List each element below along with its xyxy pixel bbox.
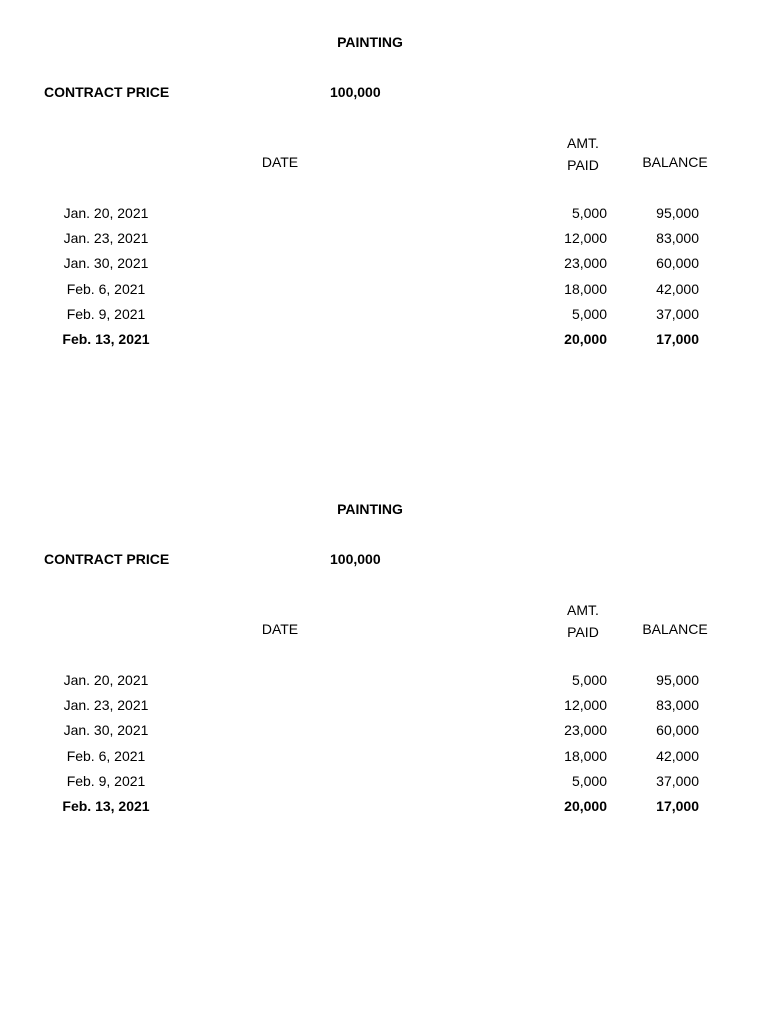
payment-date: Feb. 6, 2021 [66,280,146,297]
column-header-balance: BALANCE [642,154,708,170]
payment-date: Jan. 23, 2021 [63,697,149,714]
payment-balance: 83,000 [656,697,699,714]
payment-amount: 5,000 [571,205,607,221]
payment-amount: 5,000 [571,305,607,322]
payment-amount: 12,000 [564,697,607,714]
payment-row [0,203,768,228]
payment-date: Jan. 20, 2021 [63,205,149,221]
block-title: PAINTING [337,34,403,50]
payment-amount: 12,000 [564,230,607,247]
payment-balance: 37,000 [656,305,699,322]
payment-amount: 5,000 [571,672,607,688]
payment-row [0,279,768,304]
payment-balance: 60,000 [656,255,699,272]
payment-rows [0,670,768,821]
payment-balance: 42,000 [656,747,699,764]
column-header-amount-line2: PAID [567,624,599,640]
payment-row [0,771,768,796]
payment-date: Feb. 13, 2021 [62,797,150,814]
payment-rows [0,203,768,354]
contract-price-value: 100,000 [330,84,381,100]
payment-row [0,670,768,695]
payment-amount: 18,000 [564,280,607,297]
payment-date: Feb. 9, 2021 [66,305,146,322]
column-header-balance: BALANCE [642,621,708,637]
payment-balance: 17,000 [656,797,699,814]
payment-row-latest [0,796,768,821]
contract-price-label: CONTRACT PRICE [44,84,170,100]
payment-balance: 60,000 [656,722,699,739]
payment-balance: 95,000 [656,205,699,221]
payment-date: Feb. 6, 2021 [66,747,146,764]
payment-date: Feb. 9, 2021 [66,772,146,789]
payment-balance: 37,000 [656,772,699,789]
payment-date: Jan. 30, 2021 [63,722,149,739]
block-title: PAINTING [337,501,403,517]
column-header-amount-paid [548,599,618,643]
contract-price-value: 100,000 [330,551,381,567]
contract-price-label: CONTRACT PRICE [44,551,170,567]
column-header-amount-paid [548,132,618,176]
payment-date: Jan. 20, 2021 [63,672,149,688]
payment-date: Jan. 30, 2021 [63,255,149,272]
payment-amount: 18,000 [564,747,607,764]
payment-amount: 20,000 [564,797,607,814]
column-header-date: DATE [261,154,299,170]
payment-balance: 17,000 [656,330,699,347]
payment-block-1 [0,0,768,380]
payment-amount: 23,000 [564,255,607,272]
payment-row-latest [0,329,768,354]
payment-row [0,304,768,329]
payment-balance: 42,000 [656,280,699,297]
column-header-amount-line1: AMT. [567,135,599,151]
payment-row [0,228,768,253]
column-header-date: DATE [261,621,299,637]
payment-row [0,746,768,771]
payment-row [0,253,768,278]
payment-row [0,720,768,745]
column-header-amount-line1: AMT. [567,602,599,618]
payment-balance: 83,000 [656,230,699,247]
payment-row [0,695,768,720]
payment-amount: 20,000 [564,330,607,347]
payment-date: Jan. 23, 2021 [63,230,149,247]
payment-amount: 5,000 [571,772,607,789]
payment-date: Feb. 13, 2021 [62,330,150,347]
column-header-amount-line2: PAID [567,157,599,173]
payment-balance: 95,000 [656,672,699,688]
payment-amount: 23,000 [564,722,607,739]
payment-block-2 [0,467,768,847]
